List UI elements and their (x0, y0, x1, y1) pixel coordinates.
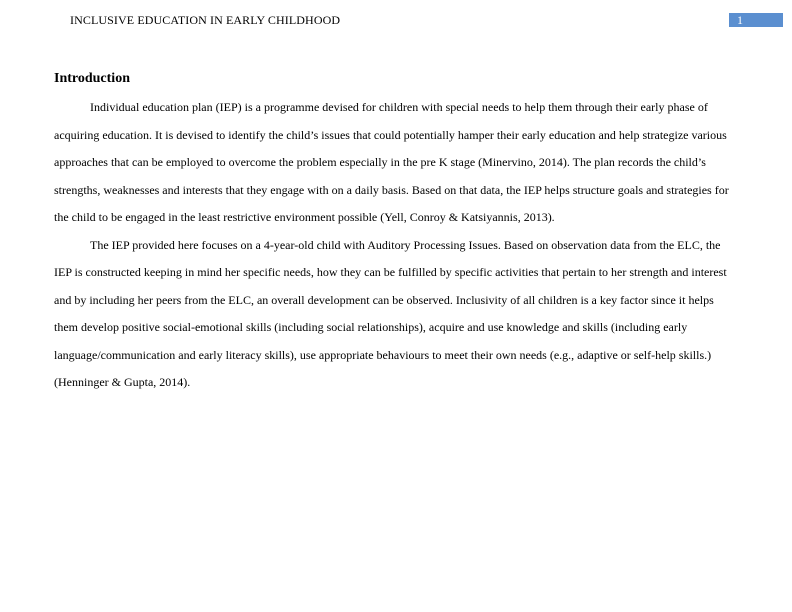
running-head: INCLUSIVE EDUCATION IN EARLY CHILDHOOD (70, 13, 341, 27)
section-heading: Introduction (54, 71, 130, 86)
paragraph: Individual education plan (IEP) is a programme devised for children with special needs to help them through their early phase of acquiring education. It is devised to identify the child’s issues that could potentially hamper their early education and help strategize various approaches that can be employed to overcome the problem especially in the pre K stage (Minervino, 2014). The plan records the child’s strengths, weaknesses and interests that they engage with on a daily basis. Based on that data, the IEP helps structure goals and strategies for the child to be engaged in the least restrictive environment possible (Yell, Conroy & Katsiyannis, 2013). (54, 100, 729, 224)
paragraph: The IEP provided here focuses on a 4-year-old child with Auditory Processing Issues. Based on observation data from the ELC, the IEP is constructed keeping in mind her specific needs, how they can be fulfilled by specific activities that pertain to her strength and interest and by including her peers from the ELC, an overall development can be observed. Inclusivity of all children is a key factor since it helps them develop positive social-emotional skills (including social relationships), acquire and use knowledge and skills (including early language/communication and early literacy skills), use appropriate behaviours to meet their own needs (e.g., adaptive or self-help skills.) (Henninger & Gupta, 2014). (54, 237, 727, 389)
page-number: 1 (729, 13, 783, 27)
body-text (54, 94, 734, 397)
